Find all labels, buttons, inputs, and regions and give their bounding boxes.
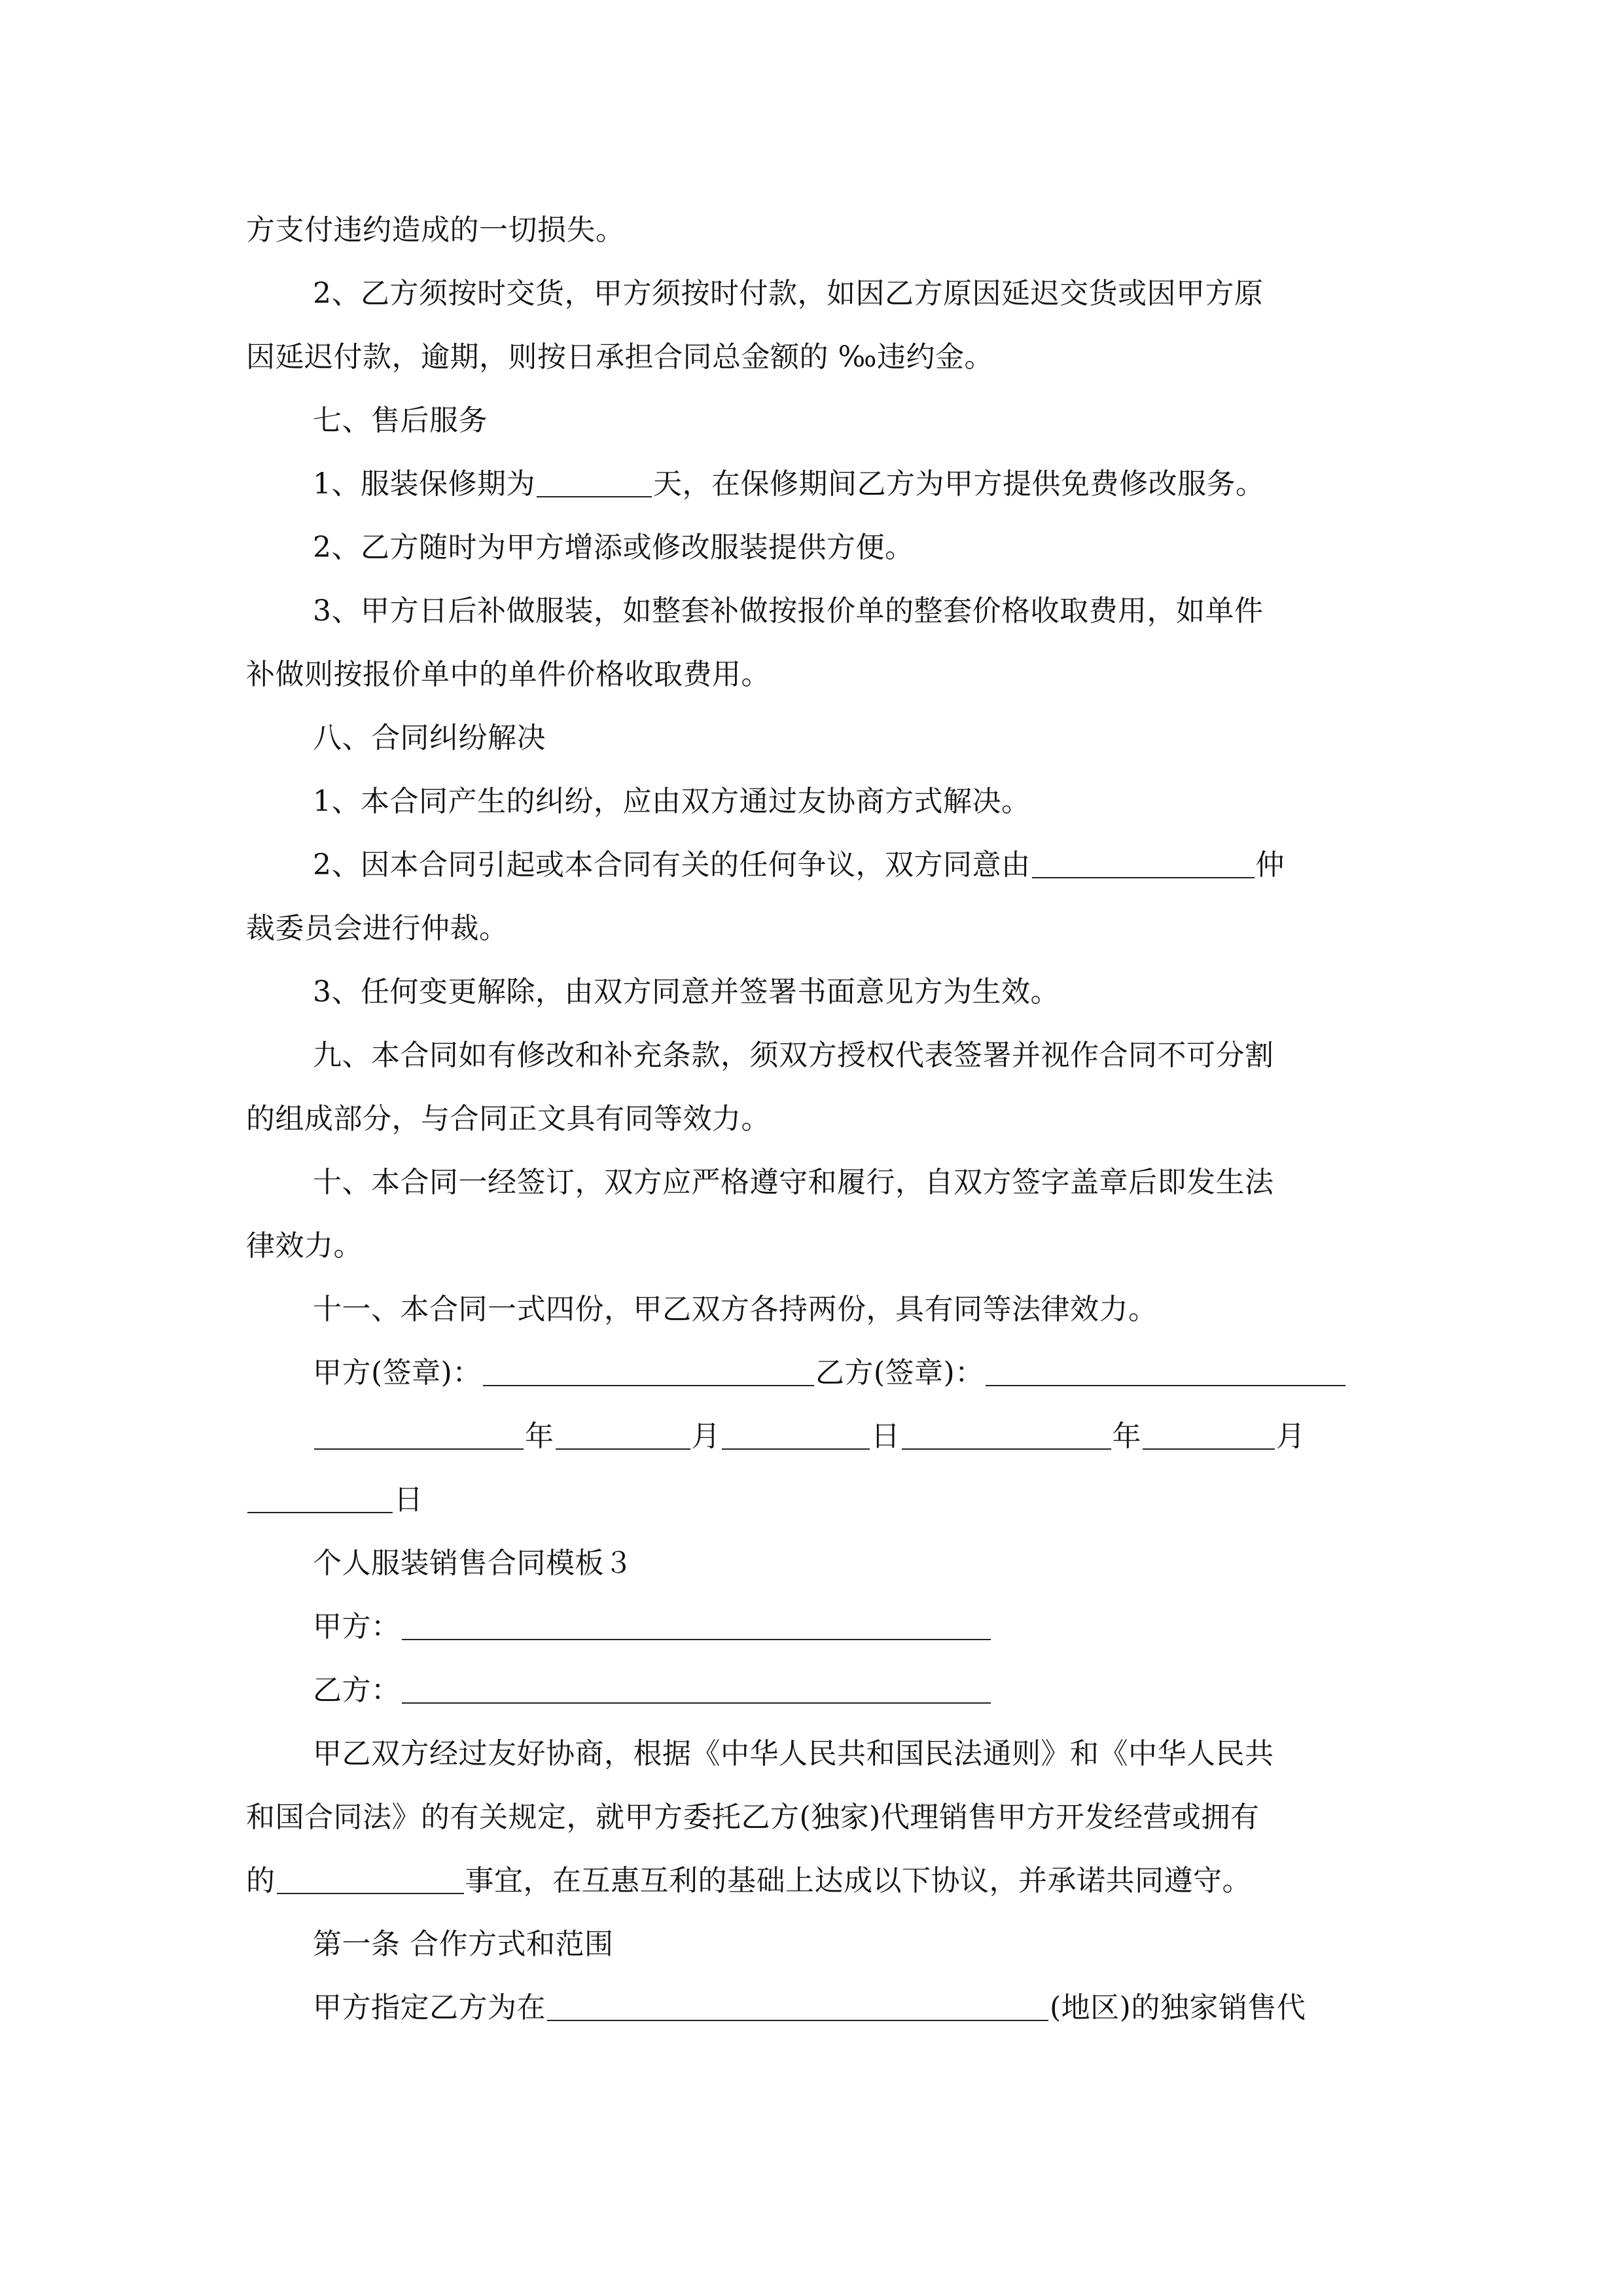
clause-paragraph: 九、本合同如有修改和补充条款，须双方授权代表签署并视作合同不可分割 xyxy=(313,1039,1274,1072)
fill-blank-year-a[interactable] xyxy=(314,1418,524,1450)
clause-paragraph: 1、服装保修期为 天，在保修期间乙方为甲方提供免费修改服务。 xyxy=(313,467,1265,501)
fill-blank-party-b-seal[interactable] xyxy=(986,1355,1346,1386)
fill-blank-month-a[interactable] xyxy=(556,1418,690,1450)
fill-blank-month-b[interactable] xyxy=(1143,1418,1275,1450)
fill-blank-warranty-days[interactable] xyxy=(537,466,652,497)
party-b-line: 乙方： xyxy=(246,1659,1378,1722)
template-title: 个人服装销售合同模板３ xyxy=(313,1547,633,1580)
clause-paragraph: 十、本合同一经签订，双方应严格遵守和履行，自双方签字盖章后即发生法 xyxy=(313,1166,1274,1199)
fill-blank-year-b[interactable] xyxy=(902,1418,1111,1450)
section-heading: 八、合同纠纷解决 xyxy=(313,721,546,755)
signature-line: 甲方(签章)： 乙方(签章)： xyxy=(246,1341,1378,1405)
clause-paragraph: 甲乙双方经过友好协商，根据《中华人民共和国民法通则》和《中华人民共 xyxy=(313,1737,1274,1770)
clause-paragraph: 甲方指定乙方为在 (地区)的独家销售代 xyxy=(313,1991,1306,2024)
date-line: 年 月 日 年 月 xyxy=(246,1405,1378,1468)
text-line: 律效力。 xyxy=(246,1229,363,1263)
clause-paragraph: 2、乙方随时为甲方增添或修改服装提供方便。 xyxy=(313,531,914,564)
fill-blank-party-b[interactable] xyxy=(402,1672,991,1704)
clause-paragraph: 2、乙方须按时交货，甲方须按时付款，如因乙方原因延迟交货或因甲方原 xyxy=(313,277,1264,310)
text-line: 裁委员会进行仲裁。 xyxy=(246,912,508,945)
fill-blank-day-a[interactable] xyxy=(722,1418,870,1450)
text-line: 的 事宜，在互惠互利的基础上达成以下协议，并承诺共同遵守。 xyxy=(246,1864,1251,1897)
text-line: 补做则按报价单中的单件价格收取费用。 xyxy=(246,658,770,691)
clause-paragraph: 十一、本合同一式四份，甲乙双方各持两份，具有同等法律效力。 xyxy=(313,1293,1158,1326)
section-heading: 七、售后服务 xyxy=(313,404,488,437)
text-line: 因延迟付款，逾期，则按日承担合同总金额的 ‰违约金。 xyxy=(246,340,994,374)
fill-blank-party-a[interactable] xyxy=(402,1609,991,1640)
text-line: 的组成部分，与合同正文具有同等效力。 xyxy=(246,1102,770,1136)
fill-blank-arbitration[interactable] xyxy=(1032,847,1255,878)
article-heading: 第一条 合作方式和范围 xyxy=(313,1928,614,1961)
fill-blank-product[interactable] xyxy=(277,1863,464,1894)
text-line: 和国合同法》的有关规定，就甲方委托乙方(独家)代理销售甲方开发经营或拥有 xyxy=(246,1801,1260,1834)
fill-blank-region[interactable] xyxy=(547,1990,1048,2021)
text-line: 方支付违约造成的一切损失。 xyxy=(246,213,625,247)
fill-blank-day-b[interactable] xyxy=(247,1482,393,1513)
fill-blank-party-a-seal[interactable] xyxy=(483,1355,814,1386)
party-a-line: 甲方： xyxy=(246,1595,1378,1659)
date-line-continued: 日 xyxy=(246,1468,1378,1532)
clause-paragraph: 1、本合同产生的纠纷，应由双方通过友协商方式解决。 xyxy=(313,785,1031,818)
clause-paragraph: 2、因本合同引起或本合同有关的任何争议，双方同意由 仲 xyxy=(313,848,1285,882)
contract-body xyxy=(246,198,1378,2039)
clause-paragraph: 3、任何变更解除，由双方同意并签署书面意见方为生效。 xyxy=(313,975,1060,1009)
clause-paragraph: 3、甲方日后补做服装，如整套补做按报价单的整套价格收取费用，如单件 xyxy=(313,594,1264,628)
